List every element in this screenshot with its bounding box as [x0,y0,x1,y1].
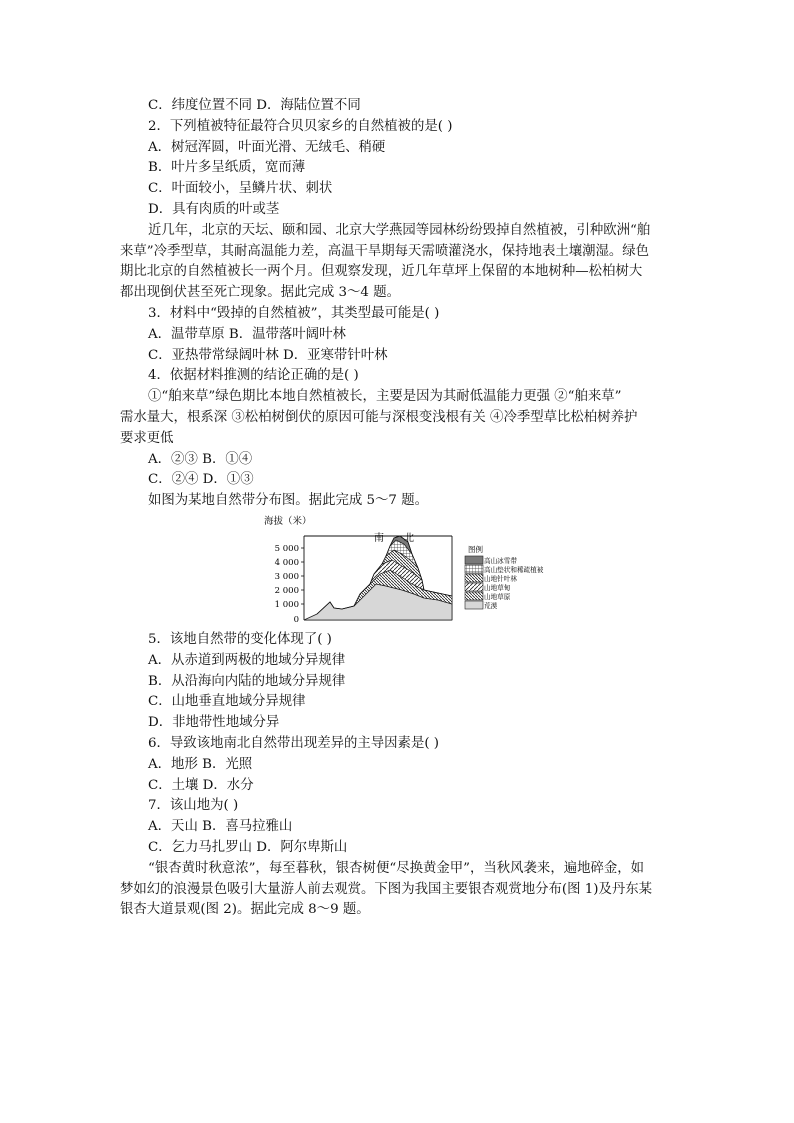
legend-swatch-meadow [465,583,483,591]
q7-stem: 7．该山地为( ) [148,798,239,814]
q2-stem: 2．下列植被特征最符合贝贝家乡的自然植被的是( ) [148,118,453,134]
q5-option-b: B．从沿海向内陆的地域分异规律 [148,673,346,689]
q3-options-cd: C．亚热带常绿阔叶林 D．亚寒带针叶林 [148,347,388,363]
q4-statements-line2: 需水量大，根系深 ③松柏树倒伏的原因可能与深根变浅根有关 ④冷季型草比松柏树养护 [120,409,638,425]
tick-1000: 1 000 [274,599,299,610]
q2-option-d: D．具有肉质的叶或茎 [148,201,280,217]
q6-stem: 6．导致该地南北自然带出现差异的主导因素是( ) [148,735,440,751]
legend-label-meadow: 山地草甸 [484,583,511,592]
legend-label-desert: 荒漠 [484,601,498,610]
q6-options-ab: A．地形 B．光照 [148,756,253,772]
material-8-9-line2: 梦如幻的浪漫景色吸引大量游人前去观赏。下图为我国主要银杏观赏地分布(图 1)及丹东某 [120,881,653,897]
q2-option-a: A．树冠浑圆，叶面光滑、无绒毛、稍硬 [148,139,386,155]
legend-swatch-desert [465,601,483,609]
tick-0: 0 [293,614,299,625]
natural-zone-figure [148,512,668,630]
material-3-4-line4: 都出现倒伏甚至死亡现象。据此完成 3～4 题。 [120,285,400,301]
y-axis-label: 海拔（米） [264,515,312,527]
q3-options-ab: A．温带草原 B．温带落叶阔叶林 [148,326,346,342]
q7-options-ab: A．天山 B．喜马拉雅山 [148,819,293,835]
label-south: 南 [374,532,384,544]
q4-options-ab: A．②③ B．①④ [148,451,253,467]
figure-intro: 如图为某地自然带分布图。据此完成 5～7 题。 [148,493,428,509]
tick-3000: 3 000 [274,571,299,582]
q4-options-cd: C．②④ D．①③ [148,472,254,488]
natural-zone-diagram [262,514,562,628]
q7-options-cd: C．乞力马扎罗山 D．阿尔卑斯山 [148,839,348,855]
legend-title: 图例 [468,544,483,554]
tick-5000: 5 000 [274,543,299,554]
material-8-9-line1: “银杏黄时秋意浓”，每至暮秋，银杏树便“尽换黄金甲”，当秋风袭来，遍地碎金，如 [148,860,645,876]
q1-options-cd: C．纬度位置不同 D．海陆位置不同 [148,98,361,113]
q6-options-cd: C．土壤 D．水分 [148,777,254,793]
exam-page [120,96,668,921]
q4-statements-line3: 要求更低 [120,430,174,446]
q4-statements-line1: ①“舶来草”绿色期比本地自然植被长，主要是因为其耐低温能力更强 ②“舶来草” [148,389,622,405]
legend-label-steppe: 山地草原 [484,592,511,601]
legend-swatch-coniferous [465,574,483,582]
material-3-4-line1: 近几年，北京的天坛、颐和园、北京大学燕园等园林纷纷毁掉自然植被，引种欧洲“舶 [148,222,651,238]
q5-option-d: D．非地带性地域分异 [148,715,280,731]
q5-option-c: C．山地垂直地域分异规律 [148,694,306,710]
label-north: 北 [404,532,414,544]
legend-swatch-alpine-cushion [465,565,483,573]
q3-stem: 3．材料中“毁掉的自然植被”，其类型最可能是( ) [148,305,440,321]
legend-swatch-ice-snow [465,556,483,564]
material-3-4-line3: 期比北京的自然植被长一两个月。但观察发现，近几年草坪上保留的本地树种—松柏树大 [120,264,643,280]
q4-stem: 4．依据材料推测的结论正确的是( ) [148,368,359,384]
q5-stem: 5．该地自然带的变化体现了( ) [148,631,332,647]
q2-option-b: B．叶片多呈纸质，宽而薄 [148,160,306,176]
legend-swatch-steppe [465,592,483,600]
q2-option-c: C．叶面较小，呈鳞片状、刺状 [148,181,333,197]
q5-option-a: A．从赤道到两极的地域分异规律 [148,652,346,668]
legend-label-coniferous: 山地针叶林 [484,574,517,583]
zone-desert [304,584,452,620]
legend-label-alpine-cushion: 高山垫状和稀疏植被 [484,565,544,574]
material-3-4-line2: 来草”冷季型草，其耐高温能力差，高温干旱期每天需喷灌浇水，保持地表土壤潮湿。绿色 [120,243,650,259]
legend-label-ice-snow: 高山冰雪带 [484,556,517,565]
tick-2000: 2 000 [274,585,299,596]
material-8-9-line3: 银杏大道景观(图 2)。据此完成 8～9 题。 [120,902,370,918]
tick-4000: 4 000 [274,557,299,568]
